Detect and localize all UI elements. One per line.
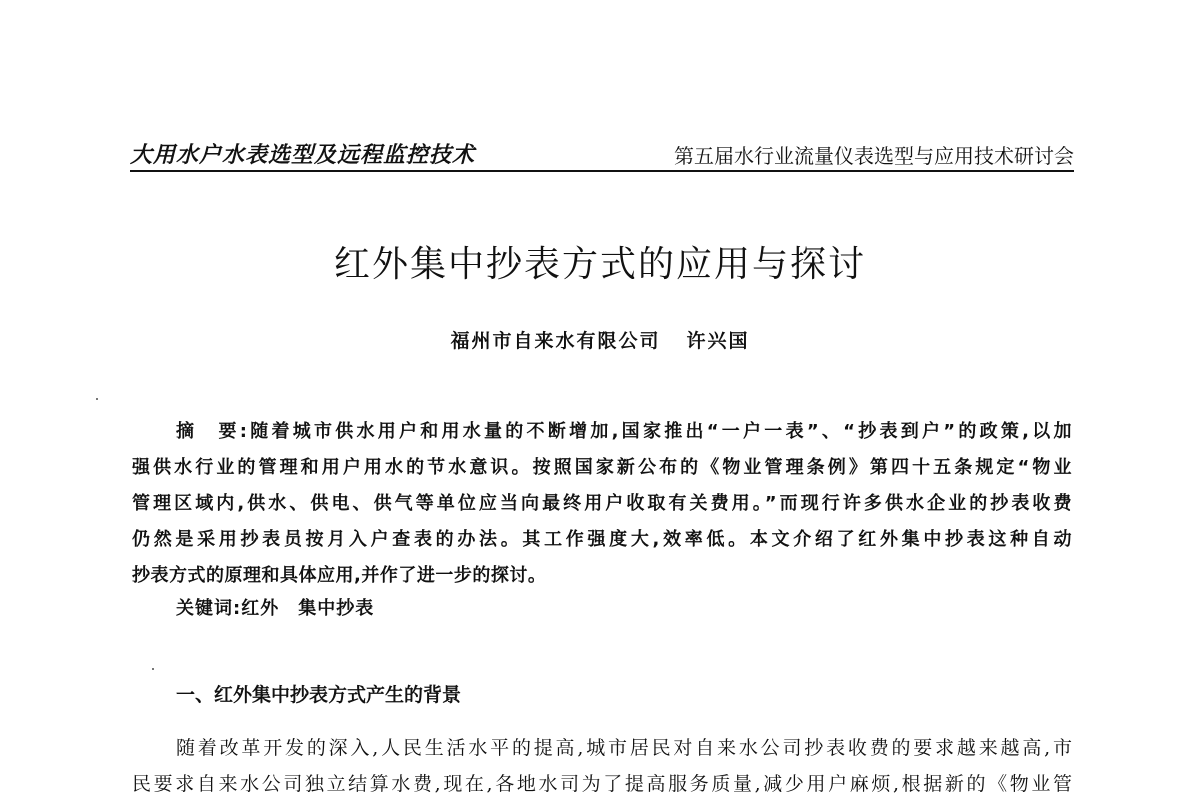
keywords: 关键词:红外 集中抄表 xyxy=(176,598,375,619)
abstract-line: 强供水行业的管理和用户用水的节水意识。按照国家新公布的《物业管理条例》第四十五条规定“物业 xyxy=(132,457,1072,478)
header-series-title: 大用水户水表选型及远程监控技术 xyxy=(130,143,476,168)
body-line: 随着改革开发的深入,人民生活水平的提高,城市居民对自来水公司抄表收费的要求越来越高,市 xyxy=(176,737,1072,759)
abstract xyxy=(132,414,1072,594)
scan-speck xyxy=(152,668,154,670)
abstract-line: 摘 要:随着城市供水用户和用水量的不断增加,国家推出“一户一表”、“抄表到户”的政策,以加 xyxy=(176,421,1072,442)
header-conference-name: 第五届水行业流量仪表选型与应用技术研讨会 xyxy=(674,144,1074,168)
author-line xyxy=(0,326,1200,353)
author-name: 许兴国 xyxy=(686,330,750,352)
section-heading: 一、红外集中抄表方式产生的背景 xyxy=(176,684,462,706)
scan-speck xyxy=(96,398,98,400)
paper-title: 红外集中抄表方式的应用与探讨 xyxy=(333,244,866,285)
body-line: 民要求自来水公司独立结算水费,现在,各地水司为了提高服务质量,减少用户麻烦,根据新的《物业管 xyxy=(132,773,1072,795)
section-body xyxy=(132,730,1072,802)
abstract-line: 仍然是采用抄表员按月入户查表的办法。其工作强度大,效率低。本文介绍了红外集中抄表这种自动 xyxy=(132,529,1072,550)
abstract-line: 管理区域内,供水、供电、供气等单位应当向最终用户收取有关费用。”而现行许多供水企业的抄表收费 xyxy=(132,493,1072,514)
author-organization: 福州市自来水有限公司 xyxy=(450,330,661,352)
running-header xyxy=(130,136,1074,172)
abstract-line: 抄表方式的原理和具体应用,并作了进一步的探讨。 xyxy=(132,565,547,586)
